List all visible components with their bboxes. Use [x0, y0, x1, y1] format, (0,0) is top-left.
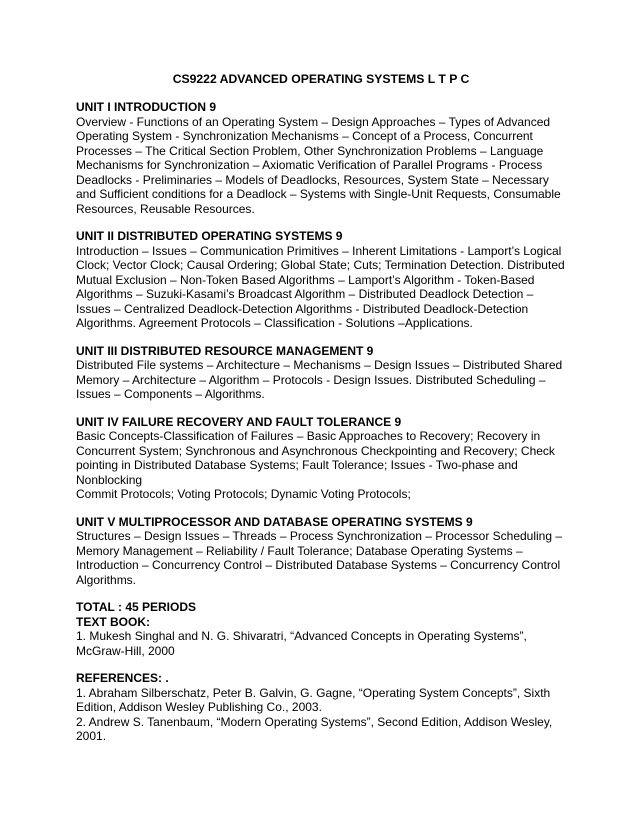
- syllabus-page: [76, 72, 566, 757]
- unit-3-body: Distributed File systems – Architecture – Mechanisms – Design Issues – Distributed Shared Memory – Architecture – Algorithm – Protocols - Design Issues. Distributed Scheduling – Issues – Components – Algorithms.: [76, 358, 563, 401]
- unit-2-body: Introduction – Issues – Communication Primitives – Inherent Limitations - Lamport’s Logical Clock; Vector Clock; Causal Ordering; Global State; Cuts; Termination Detection. Distributed Mutual Exclusion – Non-Token Based Algorithms – Lamport’s Algorithm - Token-Based Algorithms – Suzuki-Kasami’s Broadcast Algorithm – Distributed Deadlock Detection – Issues – Centralized Deadlock-Detection Algorithms - Distributed Deadlock-Detection Algorithms. Agreement Protocols – Classification - Solutions –Applications.: [76, 243, 565, 330]
- unit-5-body: Structures – Design Issues – Threads – Process Synchronization – Processor Scheduling – Memory Management – Reliability / Fault Tolerance; Database Operating Systems – Introduction – Concurrency Control – Distributed Database Systems – Concurrency Control Algorithms.: [76, 529, 563, 587]
- unit-2-heading: UNIT II DISTRIBUTED OPERATING SYSTEMS 9: [76, 229, 343, 243]
- unit-4-heading: UNIT IV FAILURE RECOVERY AND FAULT TOLERANCE 9: [76, 414, 402, 429]
- textbook-section: [76, 600, 566, 658]
- unit-4-body-continued: Commit Protocols; Voting Protocols; Dynamic Voting Protocols;: [76, 487, 411, 501]
- textbook-item: 1. Mukesh Singhal and N. G. Shivaratri, “Advanced Concepts in Operating Systems”, McGraw-Hill, 2000: [76, 629, 527, 658]
- unit-1-section: [76, 100, 566, 216]
- references-heading: REFERENCES: .: [76, 671, 169, 685]
- unit-3-section: [76, 344, 566, 402]
- unit-5-section: [76, 515, 566, 588]
- unit-4-body: Basic Concepts-Classification of Failures – Basic Approaches to Recovery; Recovery in Concurrent System; Synchronous and Asynchronous Checkpointing and Recovery; Check pointing in Distributed Database Systems; Fault Tolerance; Issues - Two-phase and Nonblocking: [76, 429, 555, 487]
- unit-4-section: [76, 415, 566, 502]
- unit-5-heading: UNIT V MULTIPROCESSOR AND DATABASE OPERATING SYSTEMS 9: [76, 514, 473, 529]
- document-title: CS9222 ADVANCED OPERATING SYSTEMS L T P C: [172, 72, 470, 86]
- total-periods: TOTAL : 45 PERIODS: [76, 600, 197, 614]
- unit-2-section: [76, 229, 566, 331]
- reference-item: 1. Abraham Silberschatz, Peter B. Galvin, G. Gagne, “Operating System Concepts”, Sixth Edition, Addison Wesley Publishing Co., 2003.: [76, 685, 551, 714]
- reference-item: 2. Andrew S. Tanenbaum, “Modern Operating Systems”, Second Edition, Addison Wesley, 2001.: [76, 714, 553, 743]
- textbook-heading: TEXT BOOK:: [76, 614, 150, 629]
- unit-1-body: Overview - Functions of an Operating System – Design Approaches – Types of Advanced Operating System - Synchronization Mechanisms – Concept of a Process, Concurrent Processes – The Critical Section Problem, Other Synchronization Problems – Language Mechanisms for Synchronization – Axiomatic Verification of Parallel Programs - Process Deadlocks - Preliminaries – Models of Deadlocks, Resources, System State – Necessary and Sufficient conditions for a Deadlock – Systems with Single-Unit Requests, Consumable Resources, Reusable Resources.: [76, 114, 561, 216]
- references-section: [76, 671, 566, 744]
- unit-1-heading: UNIT I INTRODUCTION 9: [76, 100, 216, 114]
- unit-3-heading: UNIT III DISTRIBUTED RESOURCE MANAGEMENT 9: [76, 343, 374, 358]
